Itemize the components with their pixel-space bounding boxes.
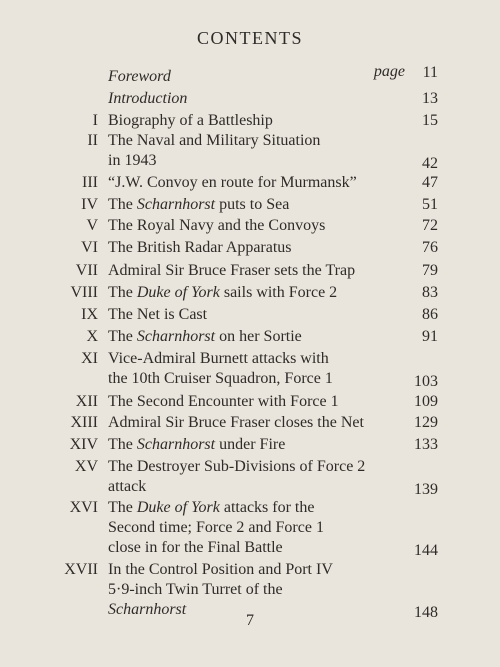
chapter-title-line: The Duke of York sails with Force 2 bbox=[108, 284, 338, 301]
chapter-number: V bbox=[86, 217, 98, 234]
toc-entry bbox=[0, 435, 500, 455]
ship-name: Scharnhorst bbox=[136, 436, 216, 453]
chapter-title-line: Admiral Sir Bruce Fraser sets the Trap bbox=[108, 262, 356, 279]
chapter-page: 91 bbox=[422, 328, 438, 345]
chapter-page: 47 bbox=[422, 174, 438, 191]
chapter-page: 103 bbox=[414, 373, 438, 390]
page-column-label: page bbox=[373, 63, 405, 80]
page-title: CONTENTS bbox=[197, 28, 303, 48]
chapter-title-line: Admiral Sir Bruce Fraser closes the Net bbox=[108, 414, 364, 431]
ship-name: Scharnhorst bbox=[108, 601, 187, 618]
toc-entry bbox=[0, 111, 500, 131]
chapter-title-line: The Scharnhorst under Fire bbox=[108, 436, 286, 453]
chapter-page: 144 bbox=[414, 542, 438, 559]
toc-entry bbox=[0, 327, 500, 347]
chapter-title-line: The Scharnhorst puts to Sea bbox=[108, 196, 290, 213]
toc-entry bbox=[0, 261, 500, 281]
toc-entry bbox=[0, 173, 500, 193]
chapter-number: XVI bbox=[69, 499, 98, 516]
chapter-title-line: attack bbox=[108, 478, 147, 495]
chapter-title-line: in 1943 bbox=[108, 152, 157, 169]
chapter-number: IX bbox=[81, 306, 98, 323]
toc-entry bbox=[0, 498, 500, 558]
chapter-page: 42 bbox=[422, 155, 438, 172]
chapter-title-line: 5·9-inch Twin Turret of the bbox=[108, 581, 283, 598]
chapter-number: VI bbox=[81, 239, 98, 256]
toc-entry bbox=[0, 238, 500, 258]
chapter-page: 133 bbox=[414, 436, 438, 453]
toc-entry-page: 11 bbox=[422, 64, 438, 81]
toc-entry-introduction bbox=[0, 89, 500, 108]
chapter-title-line: The Second Encounter with Force 1 bbox=[108, 393, 339, 410]
chapter-title-line: The Royal Navy and the Convoys bbox=[108, 217, 326, 234]
chapter-page: 51 bbox=[422, 196, 438, 213]
ship-name: Duke of York bbox=[136, 499, 220, 516]
chapter-number: XIII bbox=[70, 414, 98, 431]
chapter-number: II bbox=[87, 132, 98, 149]
chapter-number: XIV bbox=[69, 436, 98, 453]
chapter-title-line: The British Radar Apparatus bbox=[108, 239, 292, 256]
chapter-page: 15 bbox=[422, 112, 438, 129]
ship-name: Scharnhorst bbox=[136, 328, 216, 345]
chapter-number: VII bbox=[75, 262, 98, 279]
chapter-title-line: Vice-Admiral Burnett attacks with bbox=[108, 350, 329, 367]
chapter-number: XVII bbox=[64, 561, 98, 578]
chapter-page: 72 bbox=[422, 217, 438, 234]
chapter-title-line: The Naval and Military Situation bbox=[108, 132, 321, 149]
chapter-number: X bbox=[86, 328, 98, 345]
chapter-title-line: Biography of a Battleship bbox=[108, 112, 273, 129]
ship-name: Scharnhorst bbox=[136, 196, 216, 213]
toc-entry bbox=[0, 283, 500, 303]
chapter-page: 139 bbox=[414, 481, 438, 498]
chapter-page: 109 bbox=[414, 393, 438, 410]
ship-name: Duke of York bbox=[136, 284, 220, 301]
toc-entry-label: Introduction bbox=[108, 90, 188, 107]
toc-entry bbox=[0, 195, 500, 215]
chapter-number: XI bbox=[81, 350, 98, 367]
chapter-title-line: close in for the Final Battle bbox=[108, 539, 283, 556]
toc-entry bbox=[0, 392, 500, 412]
chapter-title-line: The Net is Cast bbox=[108, 306, 208, 323]
chapter-title-line: the 10th Cruiser Squadron, Force 1 bbox=[108, 370, 333, 387]
toc-entry-page: 13 bbox=[422, 90, 438, 107]
toc-entry bbox=[0, 457, 500, 497]
toc-entry bbox=[0, 413, 500, 433]
chapter-page: 79 bbox=[422, 262, 438, 279]
toc-entry-foreword bbox=[0, 64, 500, 86]
chapter-number: I bbox=[92, 112, 98, 129]
toc-entry-label: Foreword bbox=[108, 68, 171, 85]
chapter-page: 83 bbox=[422, 284, 438, 301]
toc-entry bbox=[0, 216, 500, 236]
chapter-page: 76 bbox=[422, 239, 438, 256]
page-number: 7 bbox=[246, 612, 254, 629]
toc-entry bbox=[0, 305, 500, 325]
chapter-number: XV bbox=[74, 458, 98, 475]
chapter-number: III bbox=[82, 174, 98, 191]
chapter-title-line: The Scharnhorst on her Sortie bbox=[108, 328, 302, 345]
toc-entry bbox=[0, 349, 500, 389]
toc-entry bbox=[0, 560, 500, 620]
chapter-title-line: Second time; Force 2 and Force 1 bbox=[108, 519, 324, 536]
chapter-page: 129 bbox=[414, 414, 438, 431]
chapter-number: VIII bbox=[70, 284, 98, 301]
chapter-number: IV bbox=[81, 196, 98, 213]
toc-entry bbox=[0, 131, 500, 171]
chapter-title-line: The Duke of York attacks for the bbox=[108, 499, 315, 516]
chapter-number: XII bbox=[75, 393, 98, 410]
chapter-page: 148 bbox=[414, 604, 438, 621]
chapter-title-line: In the Control Position and Port IV bbox=[108, 561, 333, 578]
chapter-page: 86 bbox=[422, 306, 438, 323]
chapter-title-line: “J.W. Convoy en route for Murmansk” bbox=[108, 174, 357, 191]
chapter-title-line: The Destroyer Sub-Divisions of Force 2 bbox=[108, 458, 366, 475]
